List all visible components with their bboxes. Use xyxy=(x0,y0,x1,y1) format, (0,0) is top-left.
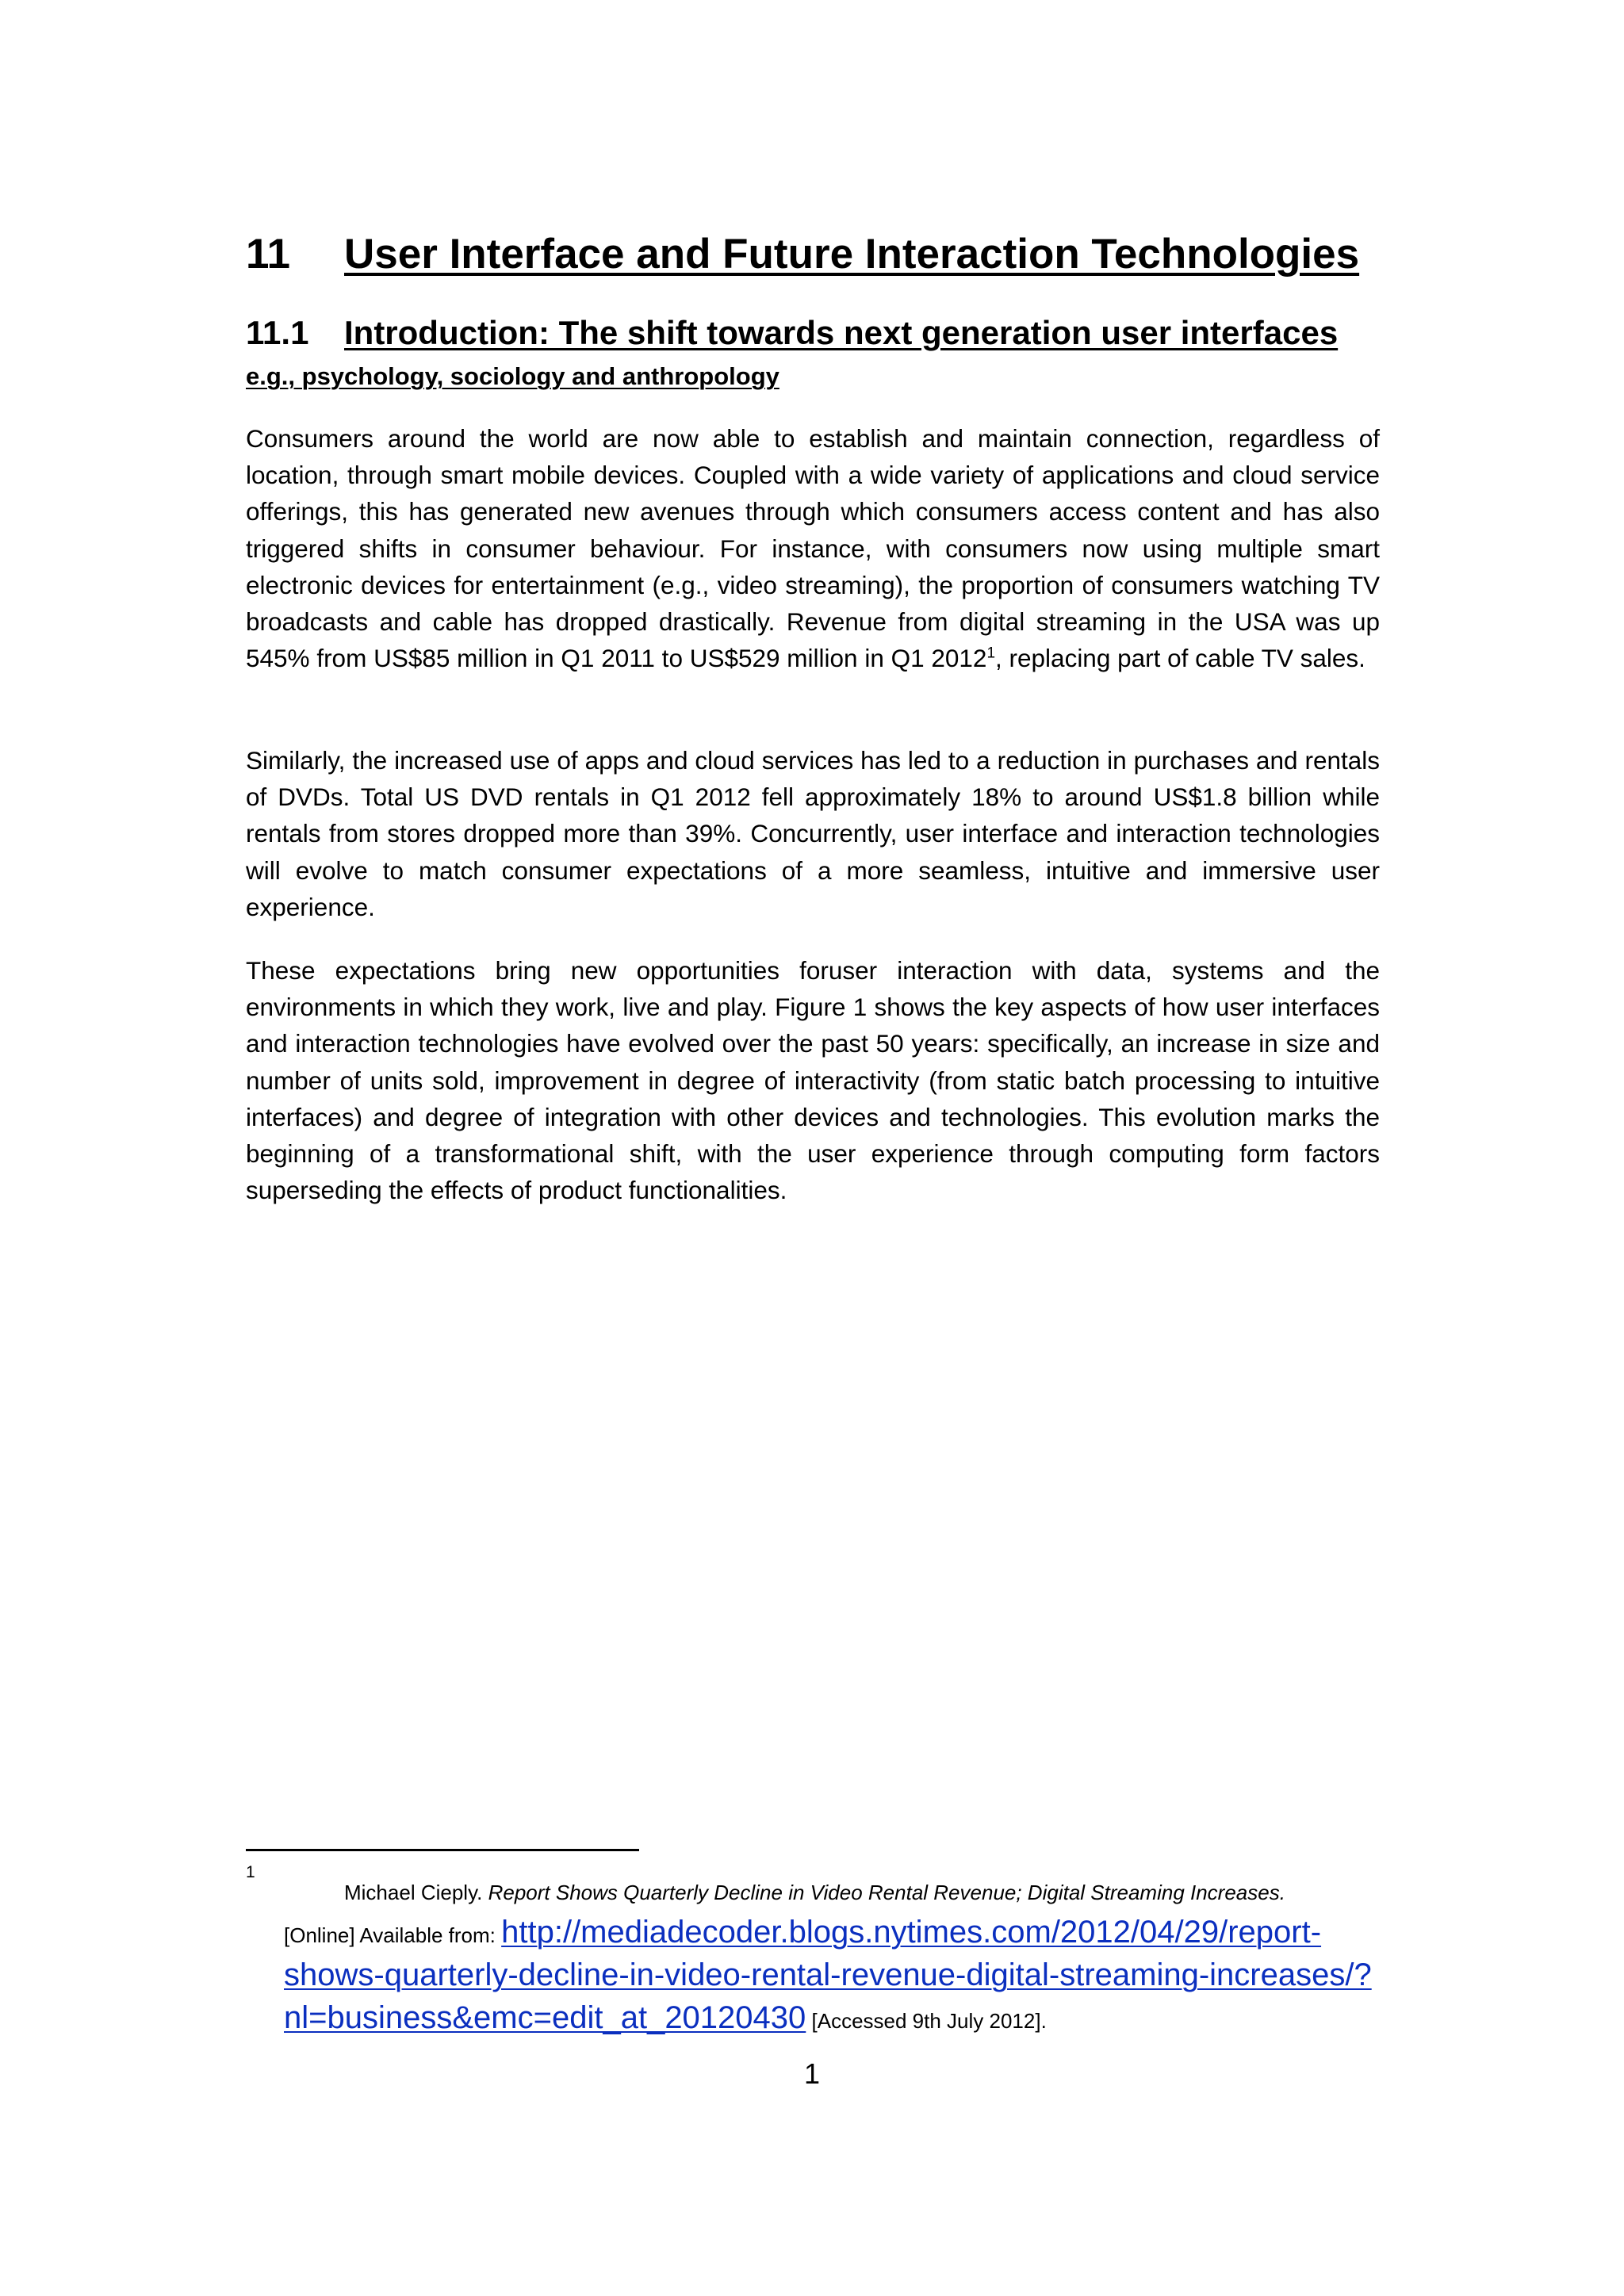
footnote-reference[interactable]: 1 xyxy=(986,645,996,662)
chapter-heading xyxy=(246,227,1380,282)
chapter-number: 11 xyxy=(246,231,291,277)
footnote-accessed: [Accessed 9th July 2012]. xyxy=(811,2009,1047,2033)
footnote-author: Michael Cieply. xyxy=(344,1881,483,1904)
footnote-url-link[interactable]: http://mediadecoder.blogs.nytimes.com/2012/04/29/report-shows-quarterly-decline-in-video-rental-revenue-digital-streaming-increases/?nl=business&emc=edit_at_20120430 xyxy=(284,1915,1372,2035)
section-title: Introduction: The shift towards next generation user interfaces xyxy=(344,314,1339,351)
paragraph-1 xyxy=(246,420,1380,676)
paragraph-3: These expectations bring new opportunities foruser interaction with data, systems and the environments in which they work, live and play. Figure 1 shows the key aspects of how user interfaces and interaction technologies have evolved over the past 50 years: specifically, an increase in size and number of units sold, improvement in degree of interactivity (from static batch processing to intuitive interfaces) and degree of integration with other devices and technologies. This evolution marks the beginning of a transformational shift, with the user experience through computing form factors superseding the effects of product functionalities. xyxy=(246,956,1380,1205)
footnote-separator xyxy=(246,1849,639,1851)
section-subtitle: e.g., psychology, sociology and anthropology xyxy=(246,362,779,390)
page-number: 1 xyxy=(803,2057,821,2090)
footnote-title: Report Shows Quarterly Decline in Video Rental Revenue; Digital Streaming Increases. xyxy=(488,1881,1285,1904)
footnote-mark: 1 xyxy=(246,1863,255,1881)
paragraph-1-text: Consumers around the world are now able to establish and maintain connection, regardless of location, through smart mobile devices. Coupled with a wide variety of applications and cloud service offerings, this has generated new avenues through which consumers access content and has also triggered shifts in consumer behaviour. For instance, with consumers now using multiple smart electronic devices for entertainment (e.g., video streaming), the proportion of consumers watching TV broadcasts and cable has dropped drastically. Revenue from digital streaming in the USA was up 545% from US$85 million in Q1 2011 to US$529 million in Q1 2012 xyxy=(246,424,1380,673)
section-number: 11.1 xyxy=(246,314,309,351)
footnote-source xyxy=(284,1912,1394,2041)
footnote-online-label: [Online] Available from: xyxy=(284,1923,496,1947)
footnote-citation xyxy=(284,1873,1394,1912)
section-heading xyxy=(246,311,1380,355)
chapter-title: User Interface and Future Interaction Technologies xyxy=(344,231,1360,277)
paragraph-2: Similarly, the increased use of apps and cloud services has led to a reduction in purchases and rentals of DVDs. Total US DVD rentals in Q1 2012 fell approximately 18% to around US$1.8 billion while rentals from stores dropped more than 39%. Concurrently, user interface and interaction technologies will evolve to match consumer expectations of a more seamless, intuitive and immersive user experience. xyxy=(246,746,1380,921)
paragraph-1-tail: , replacing part of cable TV sales. xyxy=(995,644,1365,673)
footnote xyxy=(284,1873,1394,2041)
